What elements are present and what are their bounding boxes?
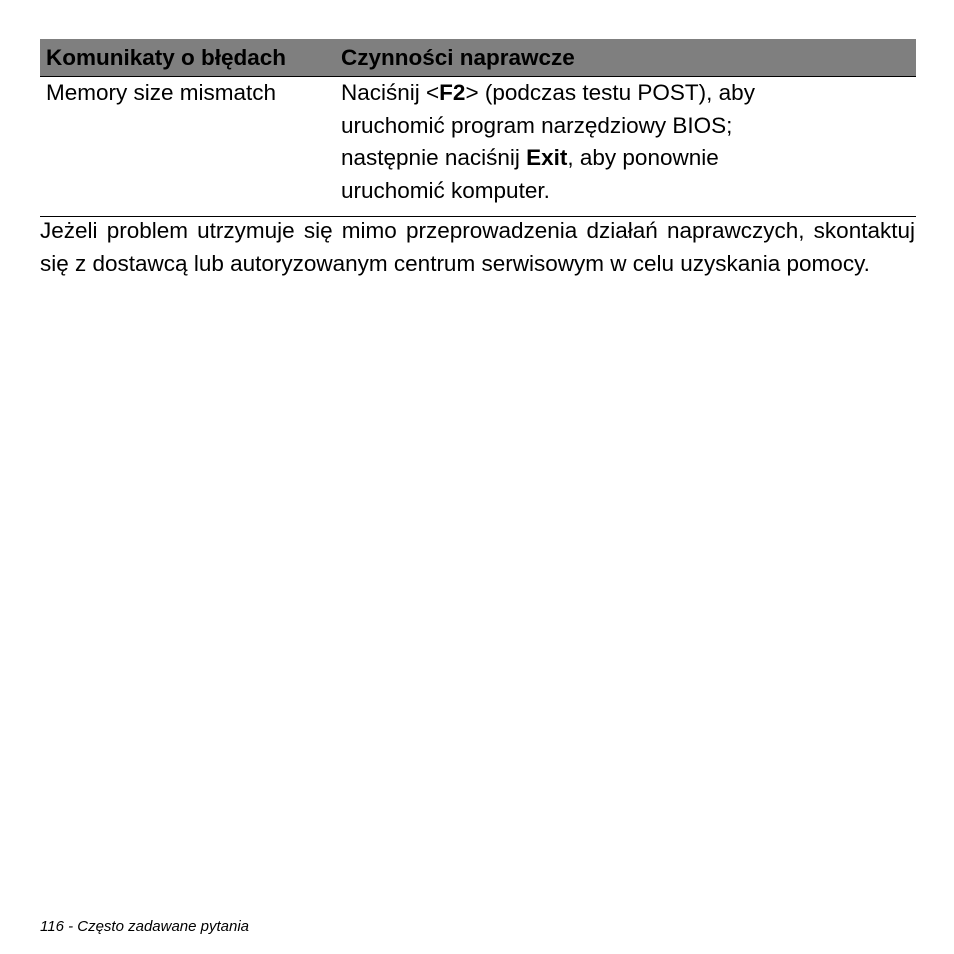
key-exit: Exit [526, 145, 568, 170]
corrective-action-cell [341, 77, 916, 207]
help-paragraph: Jeżeli problem utrzymuje się mimo przeprowadzenia działań naprawczych, skontaktuj się z dostawcą lub autoryzowanym centrum serwisowym w celu uzyskania pomocy. [40, 218, 915, 276]
action-text: następnie naciśnij [341, 145, 527, 170]
action-line-1 [341, 77, 916, 110]
action-line-4: uruchomić komputer. [341, 177, 550, 203]
action-line-2: uruchomić program narzędziowy BIOS; [341, 112, 733, 138]
action-text: > (podczas testu POST), aby [465, 80, 755, 105]
error-messages-table [40, 39, 916, 217]
table-header [40, 39, 916, 77]
action-text: , aby ponownie [567, 145, 719, 170]
action-text: Naciśnij < [341, 80, 440, 105]
header-error-messages: Komunikaty o błędach [46, 45, 287, 70]
header-corrective-actions: Czynności naprawcze [341, 45, 575, 70]
table-row [40, 77, 916, 217]
key-f2: F2 [439, 80, 466, 105]
error-message-cell: Memory size mismatch [46, 80, 277, 105]
page-footer: 116 - Często zadawane pytania [40, 918, 250, 935]
action-line-3 [341, 142, 916, 175]
